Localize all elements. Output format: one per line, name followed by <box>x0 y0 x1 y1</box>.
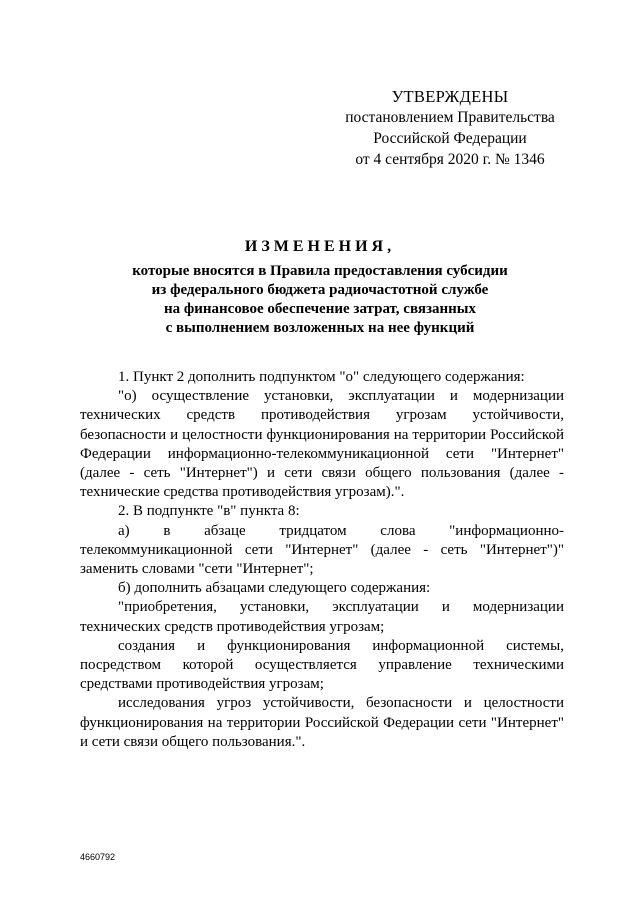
approval-line: Российской Федерации <box>373 130 527 147</box>
paragraph: "о) осуществление установки, эксплуатации и модернизации технических средств противодействия угрозам устойчивости, безопасности и целостности функционирования на территории Российской Федерации информационно-телекоммуникационной сети "Интернет" (далее - сеть "Интернет") и сети связи общего пользования (далее - технические средства противодействия угрозам).". <box>80 388 564 501</box>
paragraph: 2. В подпункте "в" пункта 8: <box>118 503 300 520</box>
document-subtitle <box>110 262 530 338</box>
subtitle-line: которые вносятся в Правила предоставления субсидии <box>132 263 508 279</box>
approval-block <box>340 86 560 170</box>
paragraph: исследования угроз устойчивости, безопасности и целостности функционирования на территории Российской Федерации сети "Интернет" и сети связи общего пользования.". <box>80 695 564 750</box>
document-body <box>80 368 564 752</box>
paragraph: 1. Пункт 2 дополнить подпунктом "о" следующего содержания: <box>118 369 525 385</box>
document-number: 4660792 <box>80 852 116 862</box>
paragraph: "приобретения, установки, эксплуатации и модернизации технических средств противодействия угрозам; <box>80 599 564 635</box>
approval-date-line: от 4 сентября 2020 г. № 1346 <box>355 151 545 168</box>
paragraph: создания и функционирования информационной системы, посредством которой осуществляется управление техническими средствами противодействия угрозам; <box>80 637 564 693</box>
paragraph: б) дополнить абзацами следующего содержания: <box>118 580 431 597</box>
subtitle-line: из федерального бюджета радиочастотной службе <box>151 282 489 298</box>
approval-line: постановлением Правительства <box>345 109 555 126</box>
approval-heading: УТВЕРЖДЕНЫ <box>391 87 509 106</box>
paragraph: а) в абзаце тридцатом слова "информационно-телекоммуникационной сети "Интернет" (далее - сеть "Интернет")" заменить словами "сети "Интернет"; <box>80 522 564 578</box>
subtitle-line: на финансовое обеспечение затрат, связанных <box>163 301 476 317</box>
document-title: ИЗМЕНЕНИЯ, <box>244 238 396 255</box>
subtitle-line: с выполнением возложенных на нее функций <box>165 320 475 336</box>
